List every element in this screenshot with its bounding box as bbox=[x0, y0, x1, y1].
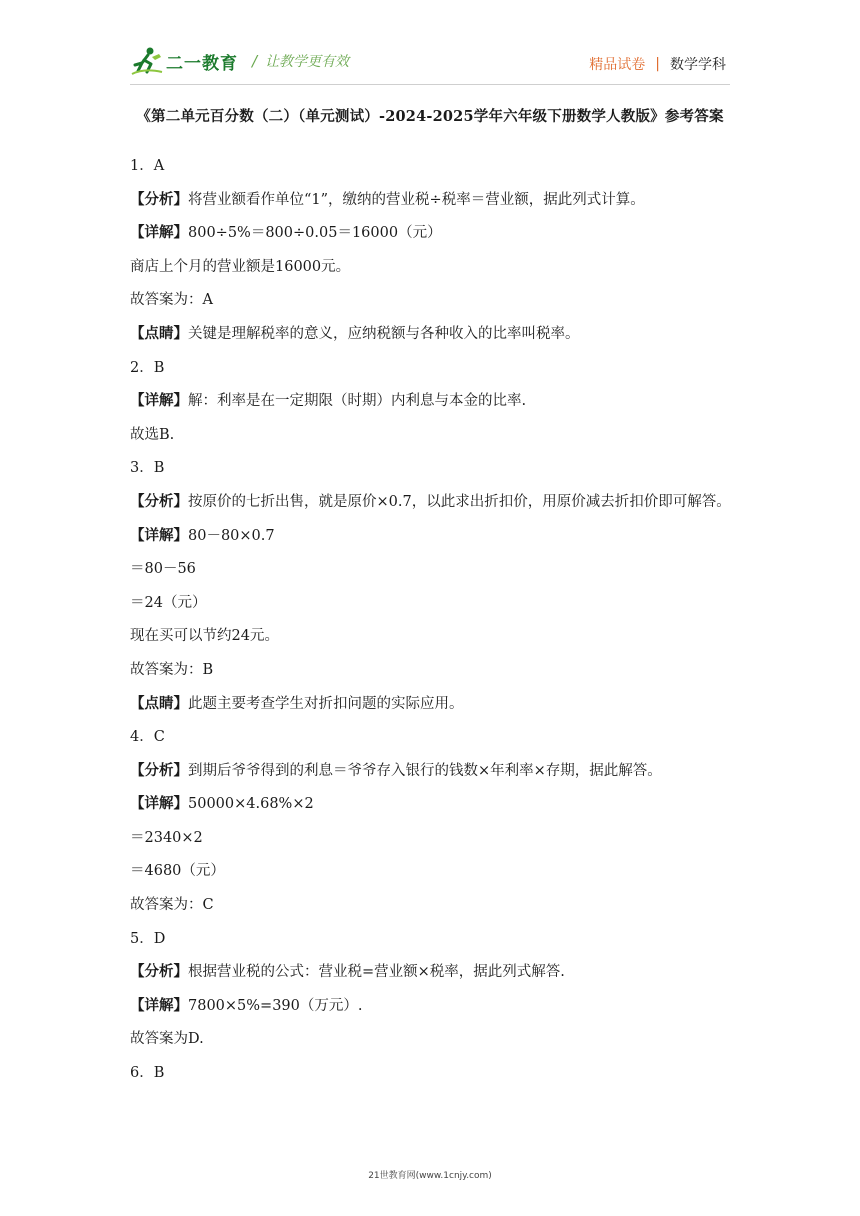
answer-line bbox=[130, 828, 750, 848]
answer-line bbox=[130, 324, 750, 344]
slogan-separator: / bbox=[252, 52, 258, 70]
line-text: 故答案为：C bbox=[130, 897, 214, 914]
answer-content bbox=[130, 156, 750, 1097]
line-text: 按原价的七折出售，就是原价×0.7，以此求出折扣价，用原价减去折扣价即可解答。 bbox=[188, 493, 731, 510]
page-header bbox=[130, 44, 730, 84]
runner-logo-icon bbox=[130, 44, 164, 78]
line-text: ＝24（元） bbox=[130, 594, 207, 611]
answer-line bbox=[130, 895, 750, 915]
line-text: 50000×4.68%×2 bbox=[188, 796, 314, 813]
answer-line bbox=[130, 962, 750, 982]
line-text: 7800×5%=390（万元）. bbox=[188, 997, 363, 1014]
answer-line bbox=[130, 861, 750, 881]
section-tag: 【点睛】 bbox=[130, 324, 188, 342]
header-divider: | bbox=[655, 56, 660, 72]
answer-line bbox=[130, 526, 750, 546]
line-text: 故答案为：A bbox=[130, 292, 213, 309]
page-footer: 21世教育网(www.1cnjy.com) bbox=[368, 1171, 492, 1181]
answer-line bbox=[130, 660, 750, 680]
section-tag: 【点睛】 bbox=[130, 694, 188, 712]
line-text: 将营业额看作单位“1”，缴纳的营业税÷税率＝营业额，据此列式计算。 bbox=[188, 191, 645, 208]
line-text: 解：利率是在一定期限（时期）内利息与本金的比率. bbox=[188, 393, 527, 410]
answer-line bbox=[130, 727, 750, 747]
section-tag: 【分析】 bbox=[130, 190, 188, 208]
subject-label: 数学学科 bbox=[670, 57, 726, 73]
line-text: 现在买可以节约24元。 bbox=[130, 628, 279, 645]
answer-line bbox=[130, 996, 750, 1016]
answer-line bbox=[130, 1063, 750, 1083]
answer-line bbox=[130, 593, 750, 613]
line-text: 此题主要考查学生对折扣问题的实际应用。 bbox=[188, 695, 464, 712]
line-text: 故答案为：B bbox=[130, 661, 214, 678]
answer-line bbox=[130, 391, 750, 411]
line-text: 4．C bbox=[130, 729, 165, 746]
quality-badge: 精品试卷 bbox=[589, 57, 646, 73]
answer-line bbox=[130, 559, 750, 579]
line-text: 800÷5%＝800÷0.05＝16000（元） bbox=[188, 225, 442, 242]
section-tag: 【详解】 bbox=[130, 224, 188, 242]
logo-text: 二一教育 bbox=[166, 53, 238, 74]
line-text: 3．B bbox=[130, 460, 165, 477]
line-text: 80－80×0.7 bbox=[188, 527, 275, 544]
answer-line bbox=[130, 761, 750, 781]
line-text: 到期后爷爷得到的利息＝爷爷存入银行的钱数×年利率×存期，据此解答。 bbox=[188, 762, 662, 779]
answer-line bbox=[130, 290, 750, 310]
section-tag: 【分析】 bbox=[130, 761, 188, 779]
section-tag: 【详解】 bbox=[130, 996, 188, 1014]
line-text: ＝2340×2 bbox=[130, 829, 203, 846]
answer-line bbox=[130, 257, 750, 277]
line-text: 6．B bbox=[130, 1065, 165, 1082]
answer-line bbox=[130, 492, 750, 512]
line-text: 故答案为D. bbox=[130, 1031, 204, 1048]
header-rule bbox=[130, 84, 730, 85]
line-text: 故选B. bbox=[130, 426, 175, 443]
answer-line bbox=[130, 156, 750, 176]
section-tag: 【分析】 bbox=[130, 963, 188, 981]
answer-line bbox=[130, 358, 750, 378]
answer-line bbox=[130, 458, 750, 478]
line-text: 1．A bbox=[130, 158, 165, 174]
line-text: 根据营业税的公式：营业税=营业额×税率，据此列式解答. bbox=[188, 964, 565, 981]
answer-line bbox=[130, 694, 750, 714]
line-text: 5．D bbox=[130, 930, 166, 947]
line-text: ＝4680（元） bbox=[130, 863, 225, 880]
line-text: 2．B bbox=[130, 359, 165, 376]
line-text: 商店上个月的营业额是16000元。 bbox=[130, 258, 351, 275]
section-tag: 【分析】 bbox=[130, 492, 188, 510]
answer-line bbox=[130, 425, 750, 445]
answer-line bbox=[130, 929, 750, 949]
section-tag: 【详解】 bbox=[130, 795, 188, 813]
answer-line bbox=[130, 223, 750, 243]
answer-line bbox=[130, 794, 750, 814]
section-tag: 【详解】 bbox=[130, 392, 188, 410]
answer-line bbox=[130, 1029, 750, 1049]
line-text: 关键是理解税率的意义，应纳税额与各种收入的比率叫税率。 bbox=[188, 325, 580, 342]
slogan: 让教学更有效 bbox=[265, 54, 350, 70]
answer-line bbox=[130, 626, 750, 646]
line-text: ＝80－56 bbox=[130, 561, 196, 578]
document-title: 《第二单元百分数（二）（单元测试）-2024-2025学年六年级下册数学人教版》参考答案 bbox=[136, 108, 724, 125]
brand-logo bbox=[130, 44, 349, 78]
header-right bbox=[589, 54, 726, 74]
answer-line bbox=[130, 190, 750, 210]
section-tag: 【详解】 bbox=[130, 526, 188, 544]
